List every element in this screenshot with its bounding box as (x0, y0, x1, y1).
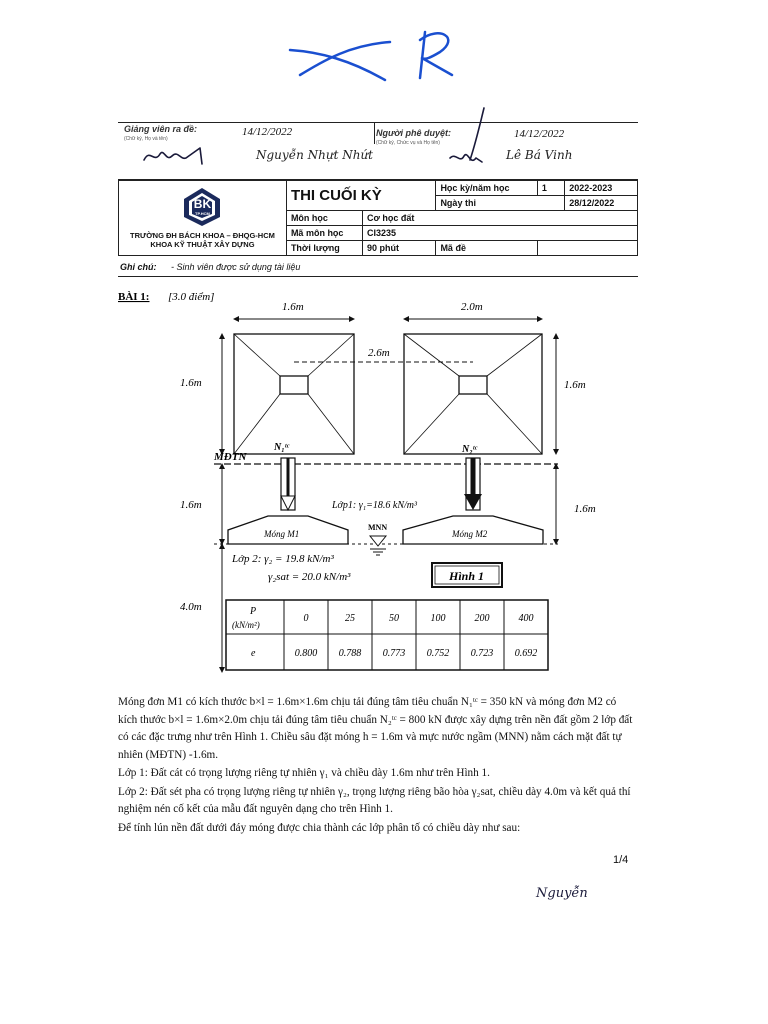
load-n2: N₂ᵗᶜ (462, 444, 478, 455)
paragraph-footings: Móng đơn M1 có kích thước b×l = 1.6m×1.6m chịu tải đúng tâm tiêu chuẩn N₁ᵗᶜ = 350 kN và móng đơn M2 có kích thước b×l = 1.6m×2.0m chịu tải đúng tâm tiêu chuẩn N₂ᵗᶜ = 800 kN được xây dựng trên nền đất gồm 2 lớp đất có các đặc trưng như trên Hình 1. Chiều sâu đặt móng h = 1.6m và mực nước ngầm (MNN) nằm cách mặt đất tự nhiên (MĐTN) -1.6m. (118, 696, 633, 761)
dim-m2-width: 2.0m (461, 301, 483, 313)
dim-spacing: 2.6m (368, 347, 390, 359)
p-value: 0 (303, 613, 309, 624)
semester-value: 1 (537, 181, 564, 196)
e-value: 0.752 (426, 648, 450, 659)
consolidation-table (226, 600, 548, 670)
dim-m1-length: 1.6m (180, 377, 202, 389)
dim-m2-length: 1.6m (564, 379, 586, 391)
dim-depth-right: 1.6m (574, 503, 596, 515)
course-code-value: CI3235 (362, 226, 637, 241)
lecturer-date: 14/12/2022 (242, 126, 293, 138)
p-value: 200 (474, 613, 490, 624)
lecturer-label: Giảng viên ra đề: (124, 124, 198, 134)
university-name: TRƯỜNG ĐH BÁCH KHOA – ĐHQG-HCM (130, 231, 275, 240)
note-text: - Sinh viên được sử dụng tài liệu (171, 262, 301, 272)
approver-date: 14/12/2022 (514, 128, 565, 140)
exam-code-value (537, 241, 637, 256)
logo-subtext: TP.HCM (195, 211, 210, 216)
p-value: 100 (430, 613, 446, 624)
foundation-figure (118, 288, 596, 688)
layer1-label: Lớp1: γ₁=18.6 kN/m³ (332, 500, 417, 511)
table-p-unit: (kN/m²) (232, 620, 260, 630)
footing-plan-m1 (234, 334, 354, 454)
approver-sublabel: (Chữ ký, Chức vụ và Họ tên) (376, 140, 440, 146)
e-value: 0.723 (470, 648, 494, 659)
subject-value: Cơ học đất (362, 211, 637, 226)
problem-points: [3.0 điểm] (168, 291, 215, 303)
school-year: 2022-2023 (565, 181, 638, 196)
table-p-label: P (250, 606, 257, 617)
semester-label: Học kỳ/năm học (436, 181, 537, 196)
exam-header-table (118, 180, 638, 256)
dim-depth-left: 1.6m (180, 499, 202, 511)
water-label: MNN (368, 523, 388, 532)
exam-date: 28/12/2022 (565, 196, 638, 211)
duration-value: 90 phút (362, 241, 435, 256)
p-value: 25 (345, 613, 355, 624)
footer-signature: Nguyễn (536, 886, 588, 901)
lecturer-signature (140, 142, 220, 172)
exam-code-label: Mã đề (436, 241, 537, 256)
water-table-icon (370, 536, 386, 555)
logo-text: BK (193, 197, 212, 211)
column-m2 (464, 458, 482, 510)
footing-m1-label: Móng M1 (264, 529, 300, 539)
load-n1: N₁ᵗᶜ (274, 442, 290, 453)
problem-text (118, 694, 638, 838)
paragraph-layer2: Lớp 2: Đất sét pha có trọng lượng riêng tự nhiên γ₂, trọng lượng riêng bão hòa γ₂sat, chiều dày 4.0m và kết quả thí nghiệm nén cố kết của mẫu đất nguyên dạng cho trên Hình 1. (118, 785, 631, 815)
figure-label: Hình 1 (449, 569, 485, 583)
note-label: Ghi chú: (120, 262, 157, 272)
column-m1 (281, 458, 295, 510)
note (120, 262, 300, 272)
exam-date-label: Ngày thi (436, 196, 565, 211)
page-number: 1/4 (613, 854, 629, 866)
lecturer-sublabel: (Chữ ký, Họ và tên) (124, 136, 168, 142)
course-code-label: Mã môn học (286, 226, 362, 241)
e-value: 0.692 (514, 648, 538, 659)
pen-mark-signature (280, 20, 470, 90)
p-value: 50 (389, 613, 399, 624)
approver-label: Người phê duyệt: (376, 128, 451, 138)
university-logo (182, 187, 222, 227)
layer2-label-b: γ₂sat = 20.0 kN/m³ (268, 571, 351, 583)
table-e-label: e (251, 648, 256, 659)
approver-name: Lê Bá Vinh (506, 148, 573, 162)
approver-signature (440, 104, 510, 174)
exam-title: THI CUỐI KỲ (286, 181, 436, 211)
p-value: 400 (518, 613, 534, 624)
e-value: 0.800 (294, 648, 318, 659)
dim-m1-width: 1.6m (282, 301, 304, 313)
footing-m2-label: Móng M2 (452, 529, 488, 539)
subject-label: Môn học (286, 211, 362, 226)
duration-label: Thời lượng (286, 241, 362, 256)
layer2-label-a: Lớp 2: γ₂ = 19.8 kN/m³ (232, 553, 334, 565)
paragraph-layer1: Lớp 1: Đất cát có trọng lượng riêng tự nhiên γ₁ và chiều dày 1.6m như trên Hình 1. (118, 767, 490, 779)
ground-label: MĐTN (214, 451, 247, 463)
faculty-name: KHOA KỸ THUẬT XÂY DỰNG (150, 240, 255, 249)
e-value: 0.788 (338, 648, 362, 659)
lecturer-name: Nguyễn Nhựt Nhứt (256, 148, 373, 162)
dim-layer2: 4.0m (180, 601, 202, 613)
footing-plan-m2 (404, 334, 542, 454)
e-value: 0.773 (382, 648, 406, 659)
paragraph-settlement: Để tính lún nền đất dưới đáy móng được chia thành các lớp phân tố có chiều dày như sau: (118, 821, 521, 834)
problem-title: BÀI 1: (118, 291, 150, 303)
